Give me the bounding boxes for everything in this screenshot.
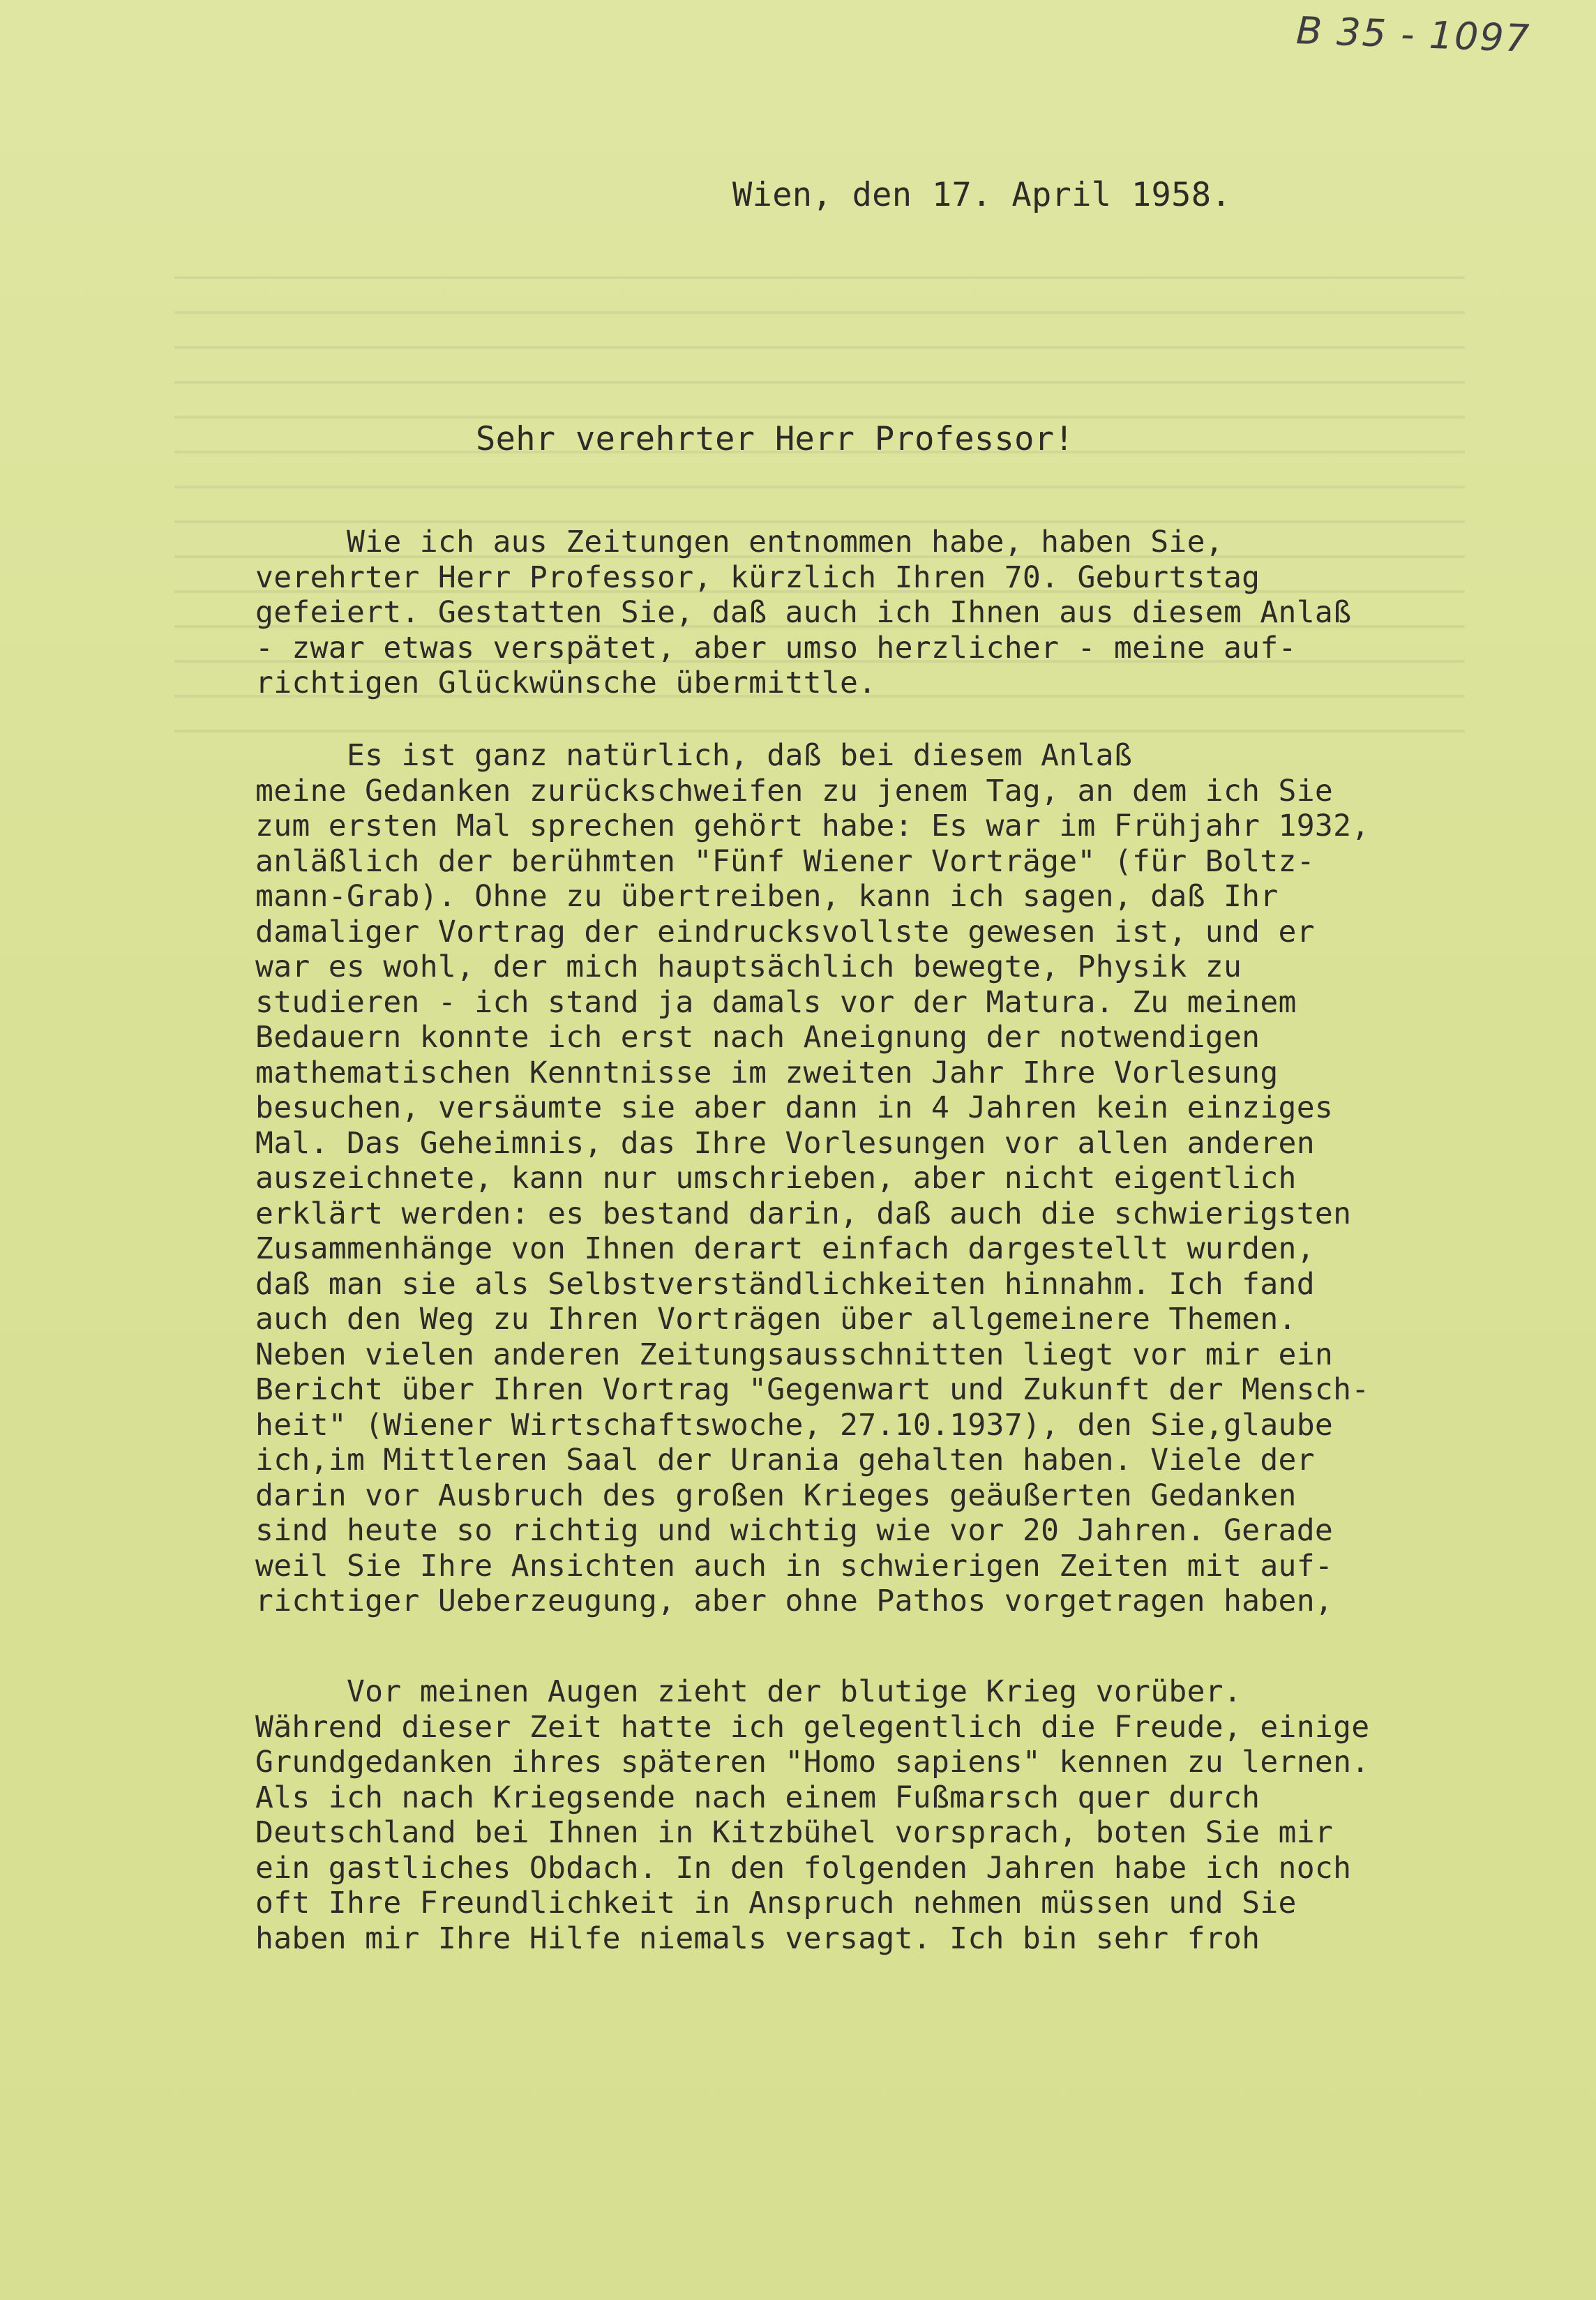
text-line: ich,im Mittleren Saal der Urania gehalten haben. Viele der bbox=[255, 1443, 1315, 1478]
text-line: Mal. Das Geheimnis, das Ihre Vorlesungen vor allen anderen bbox=[255, 1125, 1315, 1161]
text-line: heit" (Wiener Wirtschaftswoche, 27.10.1937), den Sie,glaube bbox=[255, 1407, 1334, 1443]
text-line: Grundgedanken ihres späteren "Homo sapiens" kennen zu lernen. bbox=[255, 1745, 1370, 1780]
text-line: anläßlich der berühmten "Fünf Wiener Vorträge" (für Boltz- bbox=[255, 843, 1315, 879]
text-line: darin vor Ausbruch des großen Krieges geäußerten Gedanken bbox=[255, 1478, 1297, 1513]
text-line: Zusammenhänge von Ihnen derart einfach dargestellt wurden, bbox=[255, 1231, 1315, 1266]
text-line: studieren - ich stand ja damals vor der Matura. Zu meinem bbox=[255, 984, 1297, 1020]
text-line: Deutschland bei Ihnen in Kitzbühel vorsprach, boten Sie mir bbox=[255, 1815, 1334, 1850]
text-line: Es ist ganz natürlich, daß bei diesem Anlaß bbox=[255, 738, 1133, 773]
text-line: Als ich nach Kriegsende nach einem Fußmarsch quer durch bbox=[255, 1780, 1260, 1815]
text-line: richtiger Ueberzeugung, aber ohne Pathos vorgetragen haben, bbox=[255, 1584, 1334, 1618]
dateline: Wien, den 17. April 1958. bbox=[732, 176, 1231, 214]
text-line: damaliger Vortrag der eindrucksvollste gewesen ist, und er bbox=[255, 914, 1315, 949]
text-line: besuchen, versäumte sie aber dann in 4 Jahren kein einziges bbox=[255, 1090, 1334, 1125]
text-line: Während dieser Zeit hatte ich gelegentlich die Freude, einige bbox=[255, 1709, 1370, 1745]
paragraph-3 bbox=[255, 1674, 1369, 1956]
text-line: zum ersten Mal sprechen gehört habe: Es war im Frühjahr 1932, bbox=[255, 809, 1370, 843]
paragraph-2 bbox=[255, 738, 1369, 1619]
text-line: richtigen Glückwünsche übermittle. bbox=[255, 666, 877, 700]
text-line: - zwar etwas verspätet, aber umso herzlicher - meine auf- bbox=[255, 630, 1297, 666]
text-line: meine Gedanken zurückschweifen zu jenem Tag, an dem ich Sie bbox=[255, 773, 1334, 809]
archive-number: B 35 - 1097 bbox=[1295, 8, 1532, 61]
salutation: Sehr verehrter Herr Professor! bbox=[476, 420, 1074, 458]
text-line: Bedauern konnte ich erst nach Aneignung der notwendigen bbox=[255, 1020, 1260, 1055]
paragraph-1 bbox=[255, 525, 1351, 701]
text-line: haben mir Ihre Hilfe niemals versagt. Ich bin sehr froh bbox=[255, 1921, 1260, 1956]
text-line: Wie ich aus Zeitungen entnommen habe, haben Sie, bbox=[255, 525, 1224, 559]
text-line: auch den Weg zu Ihren Vorträgen über allgemeinere Themen. bbox=[255, 1302, 1297, 1337]
text-line: mann-Grab). Ohne zu übertreiben, kann ich sagen, daß Ihr bbox=[255, 879, 1279, 914]
text-line: Bericht über Ihren Vortrag "Gegenwart und Zukunft der Mensch- bbox=[255, 1372, 1370, 1407]
text-line: mathematischen Kenntnisse im zweiten Jahr Ihre Vorlesung bbox=[255, 1055, 1279, 1090]
text-line: sind heute so richtig und wichtig wie vor 20 Jahren. Gerade bbox=[255, 1513, 1334, 1548]
text-line: weil Sie Ihre Ansichten auch in schwierigen Zeiten mit auf- bbox=[255, 1548, 1334, 1584]
text-line: verehrter Herr Professor, kürzlich Ihren 70. Geburtstag bbox=[255, 559, 1260, 595]
text-line: Neben vielen anderen Zeitungsausschnitten liegt vor mir ein bbox=[255, 1337, 1334, 1372]
text-line: oft Ihre Freundlichkeit in Anspruch nehmen müssen und Sie bbox=[255, 1886, 1297, 1921]
text-line: ein gastliches Obdach. In den folgenden Jahren habe ich noch bbox=[255, 1850, 1352, 1886]
text-line: war es wohl, der mich hauptsächlich bewegte, Physik zu bbox=[255, 949, 1242, 984]
text-line: Vor meinen Augen zieht der blutige Krieg vorüber. bbox=[255, 1674, 1242, 1709]
text-line: erklärt werden: es bestand darin, daß auch die schwierigsten bbox=[255, 1196, 1352, 1231]
text-line: gefeiert. Gestatten Sie, daß auch ich Ihnen aus diesem Anlaß bbox=[255, 595, 1352, 630]
text-line: auszeichnete, kann nur umschrieben, aber nicht eigentlich bbox=[255, 1161, 1297, 1196]
text-line: daß man sie als Selbstverständlichkeiten hinnahm. Ich fand bbox=[255, 1266, 1315, 1302]
